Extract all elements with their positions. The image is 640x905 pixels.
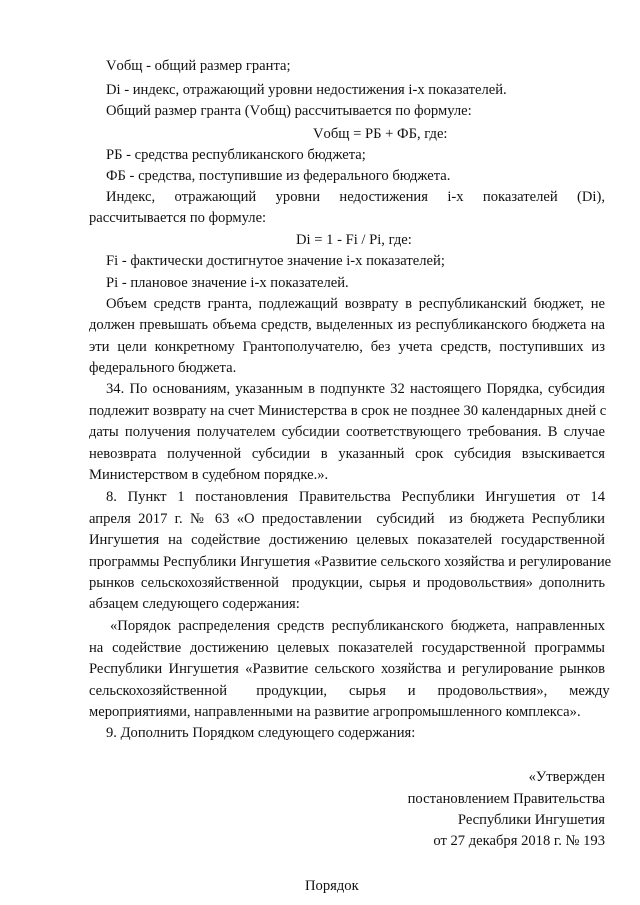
text-line: Pi - плановое значение i-х показателей. [106,275,349,291]
text-line: сельскохозяйственной продукции, сырья и продовольствия», между [89,683,610,699]
text-line: должен превышать объема средств, выделенных из республиканского бюджета на [89,317,605,333]
approval-line: постановлением Правительства [407,791,605,807]
text-line: «Порядок распределения средств республиканского бюджета, направленных [110,618,605,634]
text-line: Объем средств гранта, подлежащий возврату в республиканский бюджет, не [106,296,605,312]
text-line: Общий размер гранта (Vобщ) рассчитывается по формуле: [106,103,472,119]
text-line: федерального бюджета. [89,360,237,376]
text-line: Vобщ - общий размер гранта; [106,58,291,74]
text-line: 9. Дополнить Порядком следующего содержания: [106,725,416,741]
text-line: Di - индекс, отражающий уровни недостижения i-х показателей. [106,82,507,98]
approval-line: «Утвержден [528,769,605,785]
text-line: невозврата полученной субсидии в указанный срок субсидия взыскивается [89,446,605,462]
text-line: рассчитывается по формуле: [89,210,267,226]
text-line: РБ - средства республиканского бюджета; [106,147,366,163]
text-line: Fi - фактически достигнутое значение i-х показателей; [106,253,445,269]
text-line: 34. По основаниям, указанным в подпункте 32 настоящего Порядка, субсидия [106,381,605,397]
text-line: 8. Пункт 1 постановления Правительства Республики Ингушетия от 14 [106,489,605,505]
approval-line: от 27 декабря 2018 г. № 193 [433,833,605,849]
approval-line: Республики Ингушетия [457,812,605,828]
section-heading: Порядок [305,878,359,894]
formula-line: Di = 1 - Fi / Pi, где: [296,232,412,248]
text-line: программы Республики Ингушетия «Развитие сельского хозяйства и регулирование [89,554,612,570]
text-line: апреля 2017 г. № 63 «О предоставлении субсидий из бюджета Республики [89,511,605,527]
text-line: Министерством в судебном порядке.». [89,467,329,483]
text-line: ФБ - средства, поступившие из федерального бюджета. [106,168,451,184]
text-line: эти цели конкретному Грантополучателю, без учета средств, поступивших из [89,339,605,355]
text-line: рынков сельскохозяйственной продукции, сырья и продовольствия» дополнить [89,575,605,591]
text-line: Ингушетия на содействие достижению целевых показателей государственной [89,532,605,548]
formula-line: Vобщ = РБ + ФБ, где: [313,126,448,142]
text-line: абзацем следующего содержания: [89,596,300,612]
text-line: Республики Ингушетия «Развитие сельского хозяйства и регулирование рынков [89,661,605,677]
text-line: Индекс, отражающий уровни недостижения i-х показателей (Di), [106,189,605,205]
text-line: мероприятиями, направленными на развитие агропромышленного комплекса». [89,704,581,720]
text-line: подлежит возврату на счет Министерства в срок не позднее 30 календарных дней с [89,403,607,419]
text-line: на содействие достижению целевых показателей государственной программы [89,640,605,656]
text-line: даты получения получателем субсидии соответствующего требования. В случае [89,424,605,440]
